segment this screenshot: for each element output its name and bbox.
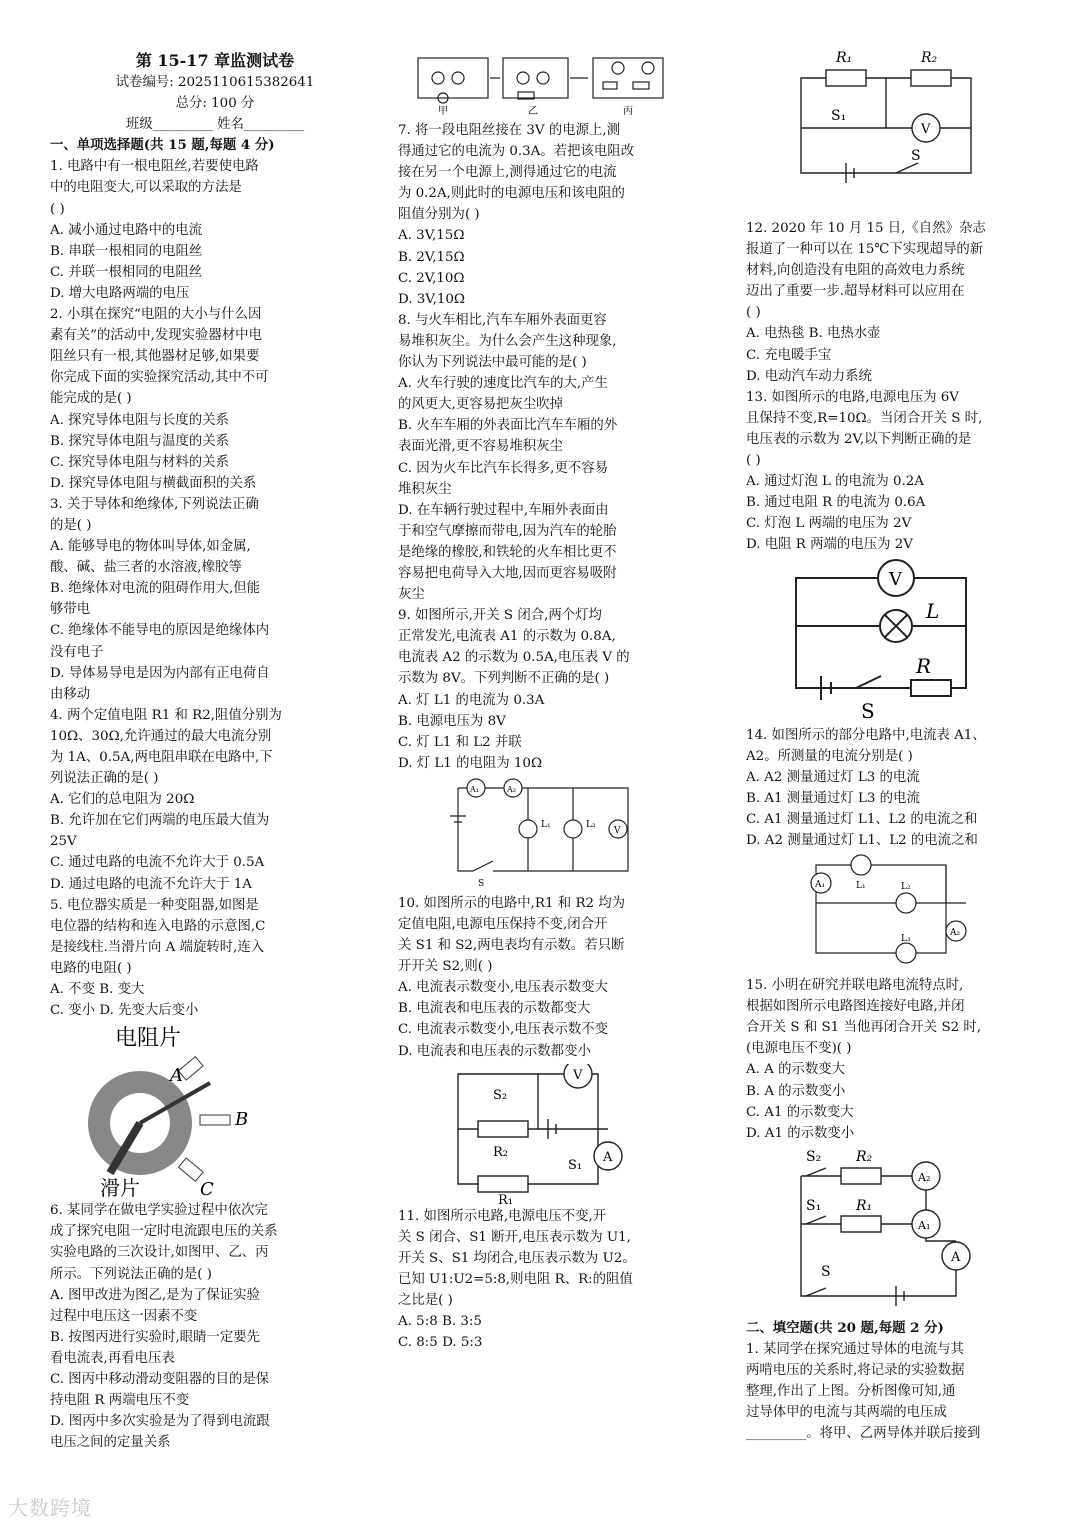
svg-text:C: C	[200, 1179, 214, 1199]
column-1	[50, 0, 380, 1453]
text-line: 酸、碱、盐三者的水溶液,橡胶等	[50, 560, 242, 576]
text-line: C. 灯泡 L 两端的电压为 2V	[746, 516, 912, 532]
text-line: 示数为 8V。下列判断不正确的是( )	[398, 671, 610, 687]
text-line: C. 因为火车比汽车长得多,更不容易	[398, 460, 609, 476]
text-line: 实验电路的三次设计,如图甲、乙、丙	[50, 1245, 269, 1261]
text-line: 电压之间的定量关系	[50, 1435, 171, 1451]
text-line: 电流表 A2 的示数为 0.5A,电压表 V 的	[398, 650, 630, 666]
text-line: 由移动	[50, 686, 91, 702]
text-line: 25V	[50, 834, 77, 850]
text-line: C. 电流表示数变小,电压表示数不变	[398, 1022, 609, 1038]
svg-text:A₁: A₁	[470, 784, 479, 794]
svg-text:S: S	[911, 148, 921, 164]
fig10-circuit	[398, 1064, 728, 1204]
svg-text:S₁: S₁	[806, 1197, 822, 1214]
text-line: A. 灯 L1 的电流为 0.3A	[398, 692, 545, 708]
text-line: 中的电阻变大,可以采取的方法是	[50, 180, 242, 196]
text-line: 所示。下列说法正确的是( )	[50, 1266, 213, 1282]
fig9-circuit	[398, 776, 728, 891]
svg-text:丙: 丙	[623, 106, 633, 117]
text-line: 且保持不变,R=10Ω。当闭合开关 S 时,	[746, 410, 983, 426]
text-line: 能完成的是( )	[50, 391, 132, 407]
fig11-circuit	[746, 48, 1076, 216]
text-line: C. 充电暖手宝	[746, 347, 832, 363]
text-line: C. 绝缘体不能导电的原因是绝缘体内	[50, 623, 270, 639]
svg-text:S₂: S₂	[493, 1087, 508, 1103]
svg-text:R: R	[916, 653, 932, 678]
text-line: B. 绝缘体对电流的阻碍作用大,但能	[50, 581, 261, 597]
questions-12-13	[746, 218, 1076, 556]
svg-text:A₁: A₁	[815, 880, 826, 891]
text-line: 的风更大,更容易把灰尘吹掉	[398, 397, 563, 413]
pot-title-label: 电阻片	[115, 1026, 182, 1052]
text-line: 是接线柱.当滑片向 A 端旋转时,连入	[50, 939, 265, 955]
text-line: 1. 电路中有一根电阻丝,若要使电路	[50, 159, 259, 175]
svg-text:L₂: L₂	[901, 882, 911, 893]
text-line: 是绝缘的橡胶,和铁轮的火车相比更不	[398, 544, 617, 560]
text-line: 2. 小琪在探究“电阻的大小与什么因	[50, 307, 262, 323]
text-line: C. 探究导体电阻与材料的关系	[50, 454, 229, 470]
question-10	[398, 893, 728, 1062]
text-line: A2。所测量的电流分别是( )	[746, 748, 913, 764]
text-line: 3. 关于导体和绝缘体,下列说法正确	[50, 496, 259, 512]
text-line: A. 3V,15Ω	[398, 228, 465, 244]
text-line: ( )	[746, 453, 761, 469]
text-line: 迈出了重要一步.超导材料可以应用在	[746, 284, 965, 300]
column-2	[398, 0, 728, 1353]
text-line: 表面光滑,更不容易堆积灰尘	[398, 439, 563, 455]
text-line: ( )	[746, 305, 761, 321]
text-line: 定值电阻,电源电压保持不变,闭合开	[398, 917, 608, 932]
text-line: 已知 U1:U2=5:8,则电阻 R、R:的阻值	[398, 1271, 633, 1287]
text-line: B. 允许加在它们两端的电压最大值为	[50, 813, 270, 829]
text-line: D. A2 测量通过灯 L1、L2 的电流之和	[746, 832, 978, 848]
text-line: 开关 S、S1 均闭合,电压表示数为 U2。	[398, 1250, 636, 1266]
page-title: 第 15-17 章监测试卷	[135, 51, 295, 70]
svg-text:R₁: R₁	[836, 50, 853, 66]
svg-text:L₁: L₁	[541, 819, 551, 830]
text-line: A. 不变 B. 变大	[50, 982, 145, 998]
text-line: 6. 某同学在做电学实验过程中依次完	[50, 1203, 268, 1219]
text-line: 7. 将一段电阻丝接在 3V 的电源上,测	[398, 123, 621, 138]
text-line: B. 火车车厢的外表面比汽车车厢的外	[398, 418, 618, 434]
text-line: B. 通过电阻 R 的电流为 0.6A	[746, 495, 926, 511]
fig13-circuit	[746, 558, 1076, 723]
text-line: 11. 如图所示电路,电源电压不变,开	[398, 1208, 607, 1224]
text-line: B. 探究导体电阻与温度的关系	[50, 433, 230, 449]
text-line: C. 2V,10Ω	[398, 270, 465, 286]
text-line: 两啃电压的关系时,将记录的实验数据	[746, 1363, 965, 1378]
text-line: D. 3V,10Ω	[398, 291, 466, 307]
text-line: D. 导体易导电是因为内部有正电荷自	[50, 665, 270, 681]
text-line: 电路的电阻( )	[50, 960, 132, 976]
svg-text:B: B	[235, 1109, 249, 1131]
text-line: 一、单项选择题(共 15 题,每题 4 分)	[50, 137, 275, 154]
question-11	[398, 1206, 728, 1354]
svg-text:R₂: R₂	[493, 1144, 508, 1160]
svg-text:R₂: R₂	[856, 1148, 873, 1165]
fill-blank-section	[746, 1318, 1076, 1445]
text-line: 列说法正确的是( )	[50, 771, 159, 787]
text-line: 阻值分别为( )	[398, 207, 480, 223]
text-line: 整理,作出了上图。分析图像可知,通	[746, 1384, 956, 1400]
svg-text:S: S	[478, 878, 485, 889]
text-line: A. 图甲改进为图乙,是为了保证实验	[50, 1287, 260, 1303]
text-line: D. 电阻 R 两端的电压为 2V	[746, 537, 913, 553]
text-line: 正常发光,电流表 A1 的示数为 0.8A,	[398, 629, 616, 645]
text-line: A. 它们的总电阻为 20Ω	[50, 792, 195, 808]
text-line: 电压表的示数为 2V,以下判断正确的是	[746, 431, 972, 447]
text-line: 于和空气摩擦而带电,因为汽车的轮胎	[398, 523, 617, 539]
text-line: B. A1 测量通过灯 L3 的电流	[746, 790, 920, 806]
text-line: ( )	[50, 201, 65, 217]
text-line: 电位器的结构和连入电路的示意图,C	[50, 918, 266, 934]
svg-text:V: V	[614, 825, 621, 836]
text-line: _________。将甲、乙两导体并联后接到	[746, 1426, 981, 1442]
potentiometer-figure	[50, 1023, 380, 1198]
text-line: D. 通过电路的电流不允许大于 1A	[50, 876, 252, 892]
text-line: 接在另一个电源上,测得通过它的电流	[398, 165, 617, 181]
text-line: 4. 两个定值电阻 R1 和 R2,阻值分别为	[50, 707, 282, 723]
text-line: 灰尘	[398, 587, 425, 603]
text-line: A. 探究导体电阻与长度的关系	[50, 412, 229, 428]
text-line: B. 2V,15Ω	[398, 249, 465, 265]
text-line: 阻丝只有一根,其他器材足够,如果要	[50, 349, 260, 365]
svg-text:S₂: S₂	[806, 1148, 822, 1165]
text-line: B. 串联一根相同的电阻丝	[50, 243, 203, 259]
svg-text:A₂: A₂	[507, 784, 516, 794]
text-line: 合开关 S 和 S1 当他再闭合开关 S2 时,	[746, 1020, 982, 1036]
text-line: A. 电热毯 B. 电热水壶	[746, 326, 881, 342]
svg-text:V: V	[921, 122, 931, 137]
text-line: 根据如图所示电路图连接好电路,并闭	[746, 999, 965, 1015]
text-line: 够带电	[50, 602, 91, 618]
text-line: 素有关”的活动中,发现实验器材中电	[50, 328, 262, 344]
questions-1-5	[50, 135, 380, 1021]
text-line: A. A2 测量通过灯 L3 的电流	[746, 769, 920, 785]
text-line: B. 电流表和电压表的示数都变大	[398, 1001, 591, 1017]
svg-text:乙: 乙	[528, 106, 538, 117]
svg-text:L: L	[926, 598, 940, 623]
question-15	[746, 975, 1076, 1144]
text-line: B. 按图丙进行实验时,眼睛一定要先	[50, 1329, 261, 1345]
text-line: 得通过它的电流为 0.3A。若把该电阻改	[398, 144, 635, 160]
text-line: A. 通过灯泡 L 的电流为 0.2A	[746, 474, 924, 490]
svg-text:A: A	[951, 1249, 961, 1265]
svg-text:V: V	[573, 1067, 583, 1083]
paper-number: 试卷编号: 2025110615382641	[115, 75, 315, 90]
svg-text:R₁: R₁	[856, 1197, 873, 1214]
text-line: 易堆积灰尘。为什么会产生这种现象,	[398, 333, 617, 349]
fig14-circuit	[746, 853, 1076, 973]
text-line: D. 灯 L1 的电阻为 10Ω	[398, 755, 543, 771]
text-line: 二、填空题(共 20 题,每题 2 分)	[746, 1319, 944, 1336]
svg-text:L₃: L₃	[901, 934, 911, 945]
text-line: D. 探究导体电阻与横截面积的关系	[50, 475, 257, 491]
text-line: B. A 的示数变小	[746, 1083, 846, 1099]
text-line: 你认为下列说法中最可能的是( )	[398, 355, 587, 371]
svg-text:A: A	[170, 1065, 183, 1087]
svg-text:A₂: A₂	[950, 928, 961, 939]
text-line: C. 图丙中移动滑动变阻器的目的是保	[50, 1371, 270, 1387]
svg-text:S: S	[861, 698, 875, 723]
text-line: D. 增大电路两端的电压	[50, 285, 190, 301]
svg-text:L₁: L₁	[856, 881, 866, 892]
text-line: A. A 的示数变大	[746, 1062, 846, 1078]
text-line: 没有电子	[50, 644, 104, 660]
text-line: 成了探究电阻一定时电流跟电压的关系	[50, 1224, 278, 1240]
svg-text:甲: 甲	[438, 106, 448, 117]
text-line: 12. 2020 年 10 月 15 日,《自然》杂志	[746, 221, 986, 236]
text-line: 为 0.2A,则此时的电源电压和该电阻的	[398, 186, 625, 202]
svg-text:S₁: S₁	[831, 108, 847, 124]
column-3	[746, 0, 1076, 1444]
text-line: 8. 与火车相比,汽车车厢外表面更容	[398, 312, 607, 328]
text-line: C. 变小 D. 先变大后变小	[50, 1003, 199, 1019]
text-line: 关 S1 和 S2,两电表均有示数。若只断	[398, 938, 625, 954]
text-line: A. 火车行驶的速度比汽车的大,产生	[398, 376, 608, 392]
text-line: C. 并联一根相同的电阻丝	[50, 264, 203, 280]
svg-text:A: A	[603, 1149, 613, 1165]
svg-text:S: S	[821, 1263, 831, 1280]
text-line: A. 减小通过电路中的电流	[50, 222, 203, 238]
question-6	[50, 1200, 380, 1453]
text-line: 关 S 闭合、S1 断开,电压表示数为 U1,	[398, 1229, 631, 1245]
question-14	[746, 725, 1076, 852]
text-line: 报道了一种可以在 15℃下实现超导的新	[746, 242, 984, 258]
svg-text:A₂: A₂	[918, 1170, 931, 1184]
text-line: C. 8:5 D. 5:3	[398, 1335, 483, 1351]
fig6-circuits	[398, 48, 728, 118]
text-line: A. 电流表示数变小,电压表示数变大	[398, 980, 608, 996]
text-line: 看电流表,再看电压表	[50, 1350, 175, 1366]
text-line: 容易把电荷导入大地,因而更容易吸附	[398, 565, 617, 581]
text-line: 14. 如图所示的部分电路中,电流表 A1、	[746, 727, 986, 743]
text-line: 10. 如图所示的电路中,R1 和 R2 均为	[398, 895, 626, 911]
fig15-circuit	[746, 1146, 1076, 1316]
svg-text:L₂: L₂	[586, 819, 596, 830]
text-line: C. 通过电路的电流不允许大于 0.5A	[50, 855, 265, 871]
watermark: 大数跨境	[8, 1496, 92, 1520]
text-line: D. 电动汽车动力系统	[746, 368, 872, 384]
text-line: 1. 某同学在探究通过导体的电流与其	[746, 1341, 964, 1357]
text-line: 5. 电位器实质是一种变阻器,如图是	[50, 897, 259, 913]
questions-7-9	[398, 120, 728, 774]
text-line: 9. 如图所示,开关 S 闭合,两个灯均	[398, 608, 602, 624]
total-score: 总分: 100 分	[175, 96, 255, 112]
text-line: 开开关 S2,则( )	[398, 959, 493, 975]
text-line: 13. 如图所示的电路,电源电压为 6V	[746, 389, 959, 405]
svg-text:V: V	[889, 568, 902, 590]
text-line: A. 能够导电的物体叫导体,如金属,	[50, 539, 251, 555]
text-line: 你完成下面的实验探究活动,其中不可	[50, 370, 269, 386]
svg-text:R₂: R₂	[921, 50, 938, 66]
text-line: D. A1 的示数变小	[746, 1125, 855, 1141]
svg-text:R₁: R₁	[498, 1192, 513, 1204]
text-line: 过导体甲的电流与其两端的电压成	[746, 1405, 947, 1421]
text-line: 堆积灰尘	[398, 481, 452, 497]
class-name-line: 班级_________ 姓名_________	[125, 117, 305, 133]
text-line: C. 灯 L1 和 L2 并联	[398, 734, 522, 750]
pot-slider-label: 滑片	[100, 1176, 140, 1199]
text-line: D. 在车辆行驶过程中,车厢外表面由	[398, 502, 609, 518]
svg-text:S₁: S₁	[568, 1157, 583, 1173]
text-line: B. 电源电压为 8V	[398, 713, 506, 729]
text-line: 之比是( )	[398, 1293, 453, 1309]
svg-text:A₁: A₁	[918, 1218, 931, 1232]
text-line: A. 5:8 B. 3:5	[398, 1314, 482, 1330]
text-line: 材料,向创造没有电阻的高效电力系统	[746, 263, 965, 279]
text-line: D. 电流表和电压表的示数都变小	[398, 1043, 591, 1059]
text-line: 过程中电压这一因素不变	[50, 1308, 198, 1324]
text-line: 为 1A、0.5A,两电阻串联在电路中,下	[50, 750, 273, 765]
text-line: C. A1 测量通过灯 L1、L2 的电流之和	[746, 811, 978, 827]
text-line: C. A1 的示数变大	[746, 1104, 854, 1120]
text-line: 持电阻 R 两端电压不变	[50, 1393, 190, 1409]
text-line: 15. 小明在研究并联电路电流特点时,	[746, 978, 964, 994]
text-line: D. 图丙中多次实验是为了得到电流跟	[50, 1414, 270, 1430]
text-line: 10Ω、30Ω,允许通过的最大电流分别	[50, 728, 272, 744]
text-line: 的是( )	[50, 517, 92, 533]
text-line: (电源电压不变)( )	[746, 1041, 852, 1057]
